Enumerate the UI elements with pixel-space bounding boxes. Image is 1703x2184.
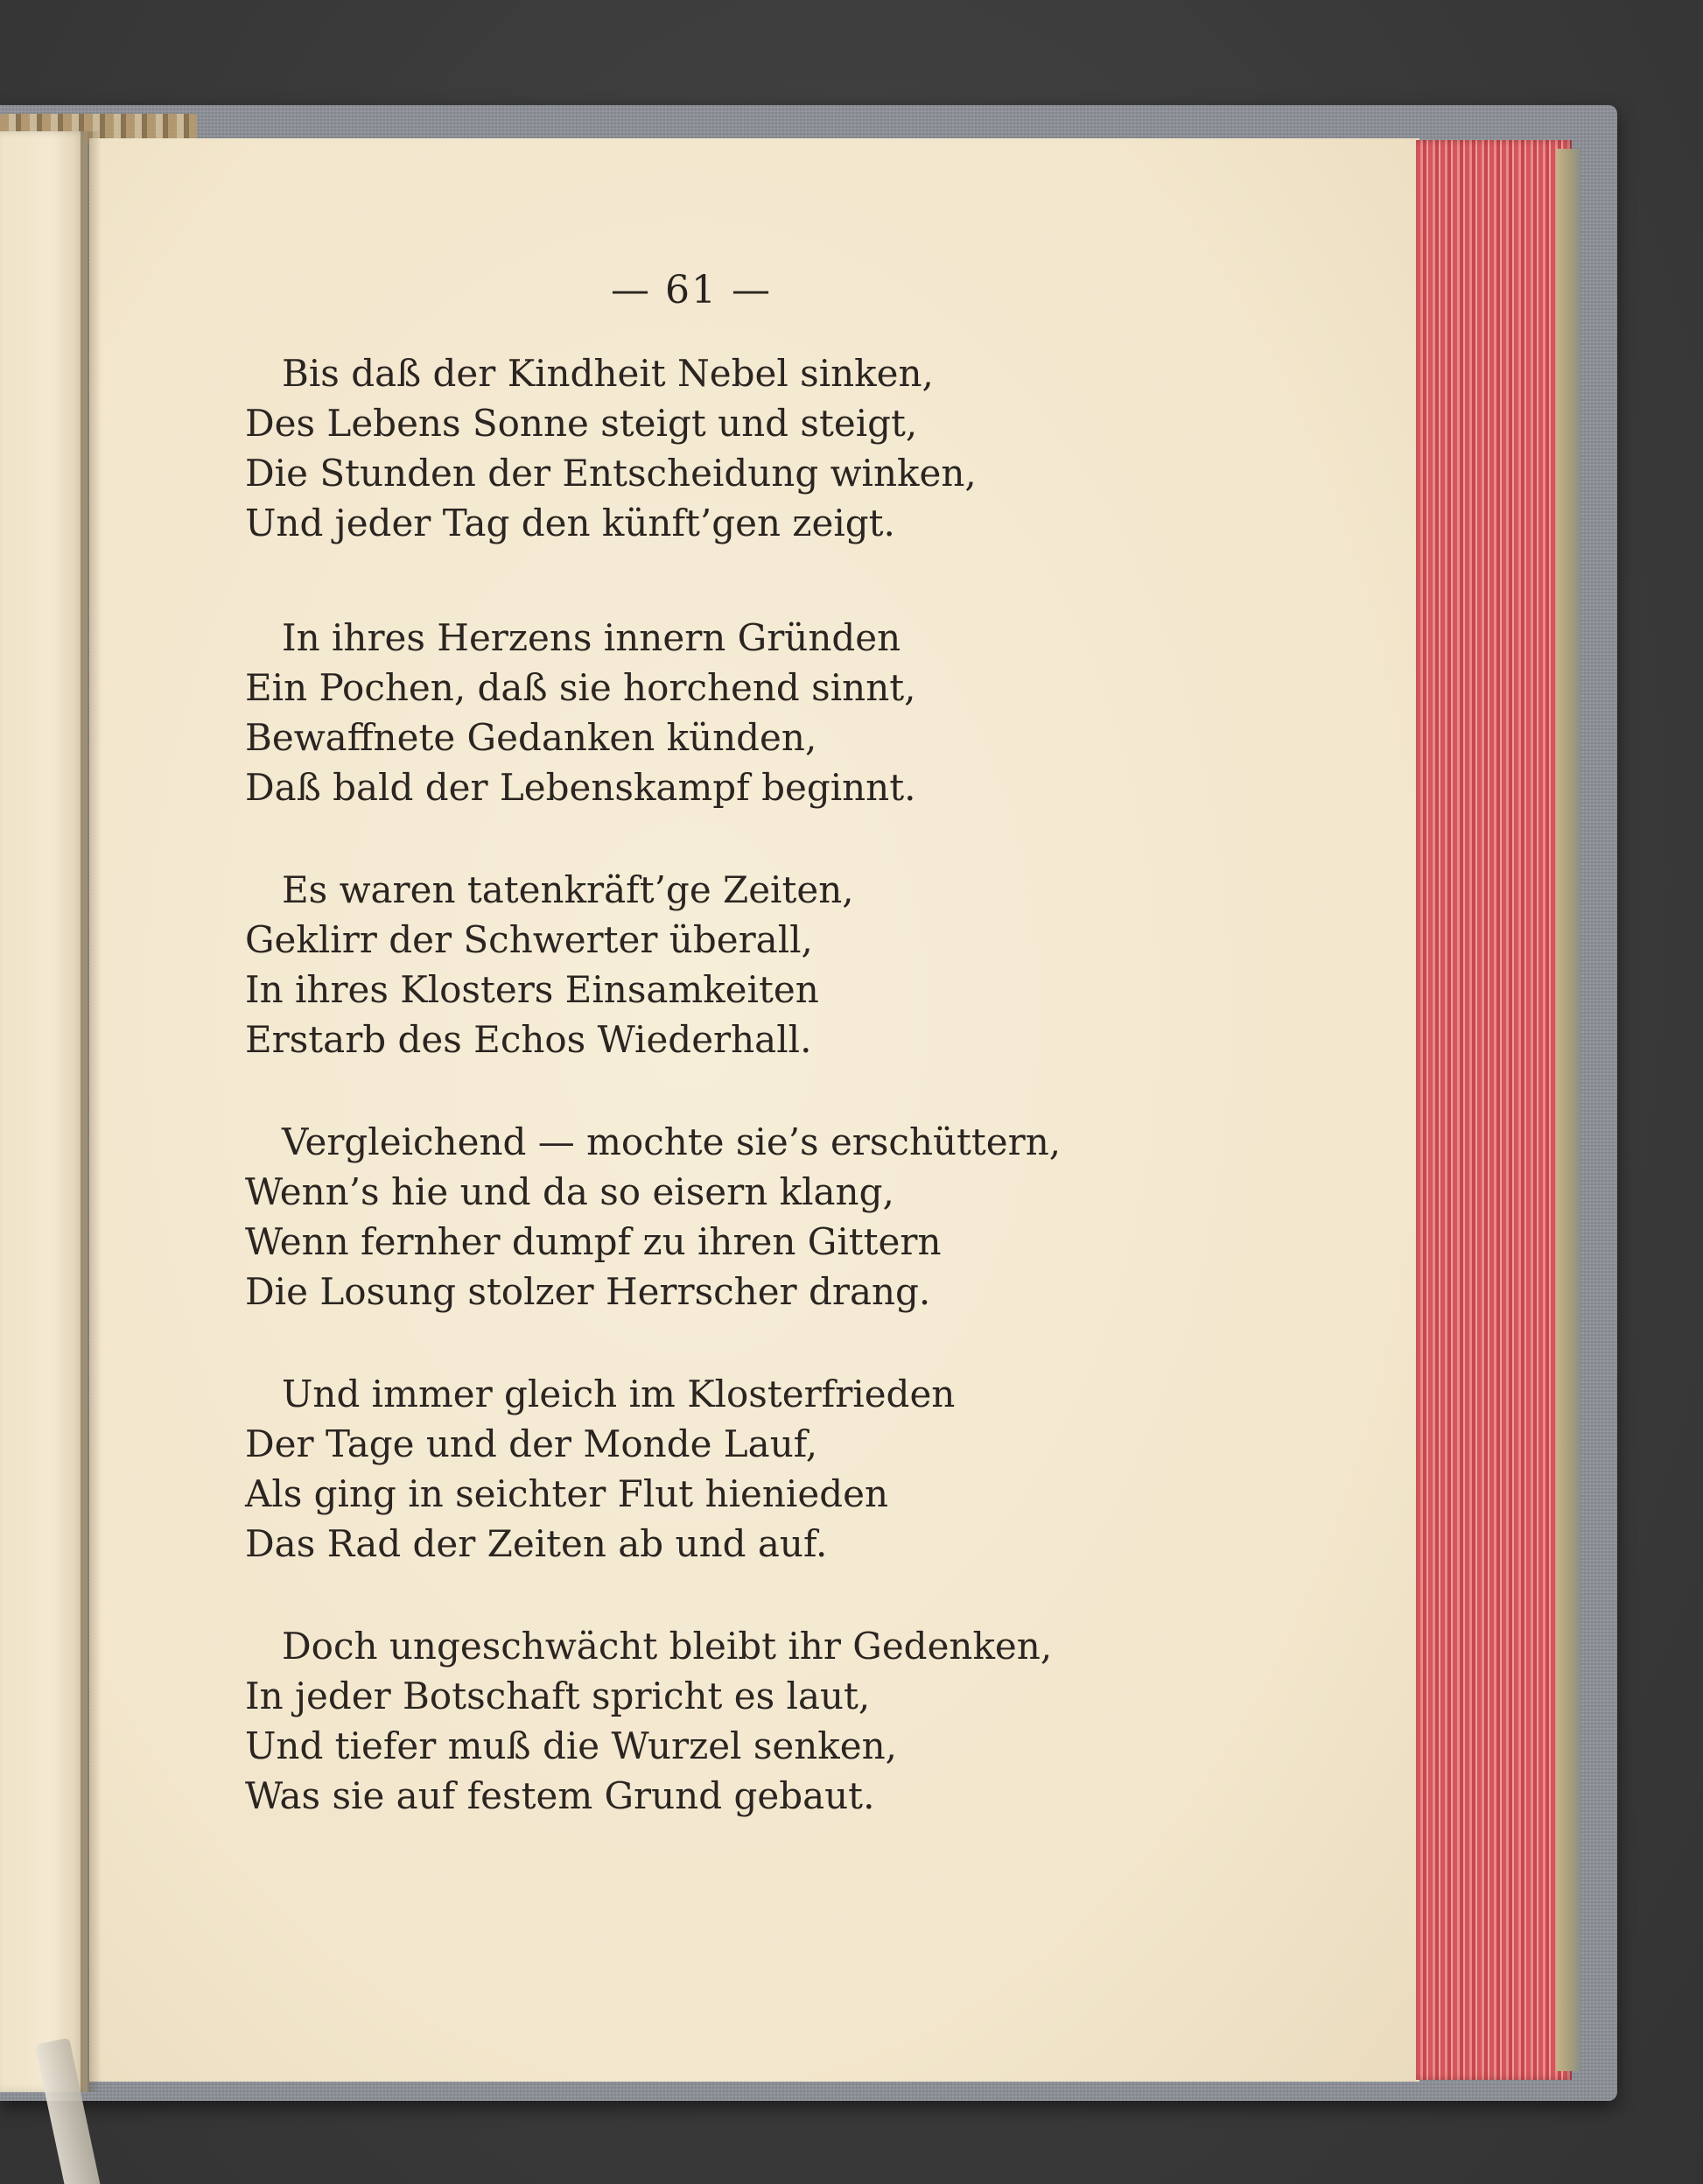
stanza-4: [245, 1117, 1120, 1317]
verse-line: Es waren tatenkräft’ge Zeiten,: [282, 868, 854, 911]
verse-line: Des Lebens Sonne steigt und steigt,: [245, 402, 918, 445]
verse-line: Erstarb des Echos Wiederhall.: [245, 1018, 812, 1061]
verse-line: Die Losung stolzer Herrscher drang.: [245, 1270, 931, 1313]
stanza-2: [245, 613, 1120, 812]
verse-line: In ihres Herzens innern Gründen: [282, 616, 901, 659]
verse-line: Doch ungeschwächt bleibt ihr Gedenken,: [282, 1625, 1053, 1668]
verse-line: Vergleichend — mochte sie’s erschüttern,: [282, 1120, 1062, 1163]
verse-line: Als ging in seichter Flut hienieden: [245, 1472, 888, 1515]
verse-line: Das Rad der Zeiten ab und auf.: [245, 1522, 828, 1565]
verse-line: Und tiefer muß die Wurzel senken,: [245, 1724, 898, 1767]
stanza-3: [245, 865, 1120, 1064]
verse-line: Bis daß der Kindheit Nebel sinken,: [282, 352, 934, 395]
verse-line: Wenn fernher dumpf zu ihren Gittern: [245, 1220, 942, 1263]
stanza-5: [245, 1369, 1120, 1569]
verse-line: In ihres Klosters Einsamkeiten: [245, 968, 819, 1011]
verse-line: Der Tage und der Monde Lauf,: [245, 1422, 818, 1465]
verse-line: Bewaffnete Gedanken künden,: [245, 716, 817, 759]
stanza-6: [245, 1621, 1120, 1821]
page-number: — 61 —: [611, 268, 772, 313]
verse-line: Daß bald der Lebenskampf beginnt.: [245, 766, 916, 809]
verse-line: In jeder Botschaft spricht es laut,: [245, 1675, 871, 1717]
verse-line: Ein Pochen, daß sie horchend sinnt,: [245, 666, 916, 709]
verse-line: Geklirr der Schwerter überall,: [245, 918, 813, 961]
verse-line: Und jeder Tag den künft’gen zeigt.: [245, 502, 895, 544]
verse-line: Und immer gleich im Klosterfrieden: [282, 1373, 956, 1415]
verse-line: Die Stunden der Entscheidung winken,: [245, 452, 977, 495]
verse-line: Wenn’s hie und da so eisern klang,: [245, 1170, 894, 1213]
stanza-1: [245, 348, 1120, 548]
verse-line: Was sie auf festem Grund gebaut.: [245, 1774, 875, 1817]
